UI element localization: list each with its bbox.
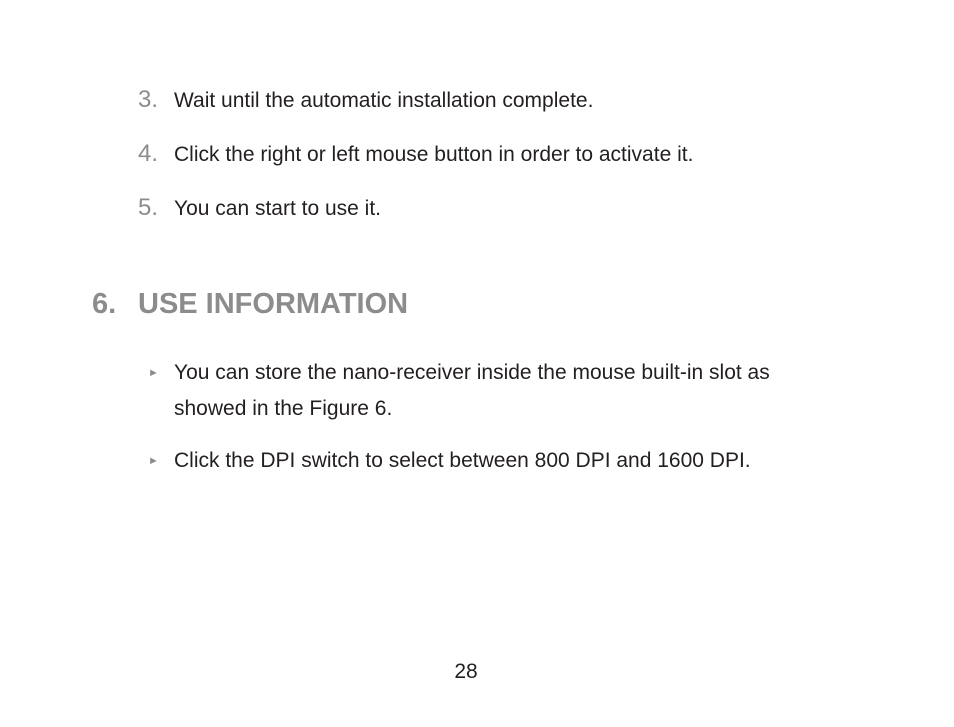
step-number: 3. bbox=[138, 86, 159, 113]
step-text: You can start to use it. bbox=[174, 197, 382, 220]
section-heading bbox=[92, 288, 408, 321]
bullet-item-dpi-switch bbox=[148, 450, 828, 479]
step-number: 4. bbox=[138, 140, 159, 167]
step-4 bbox=[138, 140, 693, 168]
step-3 bbox=[138, 86, 593, 114]
triangle-bullet-icon: ► bbox=[148, 367, 159, 379]
step-5 bbox=[138, 194, 381, 222]
bullet-text: You can store the nano-receiver inside the mouse built-in slot as showed in the Figure 6. bbox=[174, 361, 770, 420]
page-number: 28 bbox=[454, 660, 478, 683]
step-text: Wait until the automatic installation complete. bbox=[174, 89, 594, 112]
section-title: USE INFORMATION bbox=[138, 288, 409, 320]
triangle-bullet-icon: ► bbox=[148, 455, 159, 467]
bullet-text: Click the DPI switch to select between 800 DPI and 1600 DPI. bbox=[174, 449, 751, 472]
step-text: Click the right or left mouse button in order to activate it. bbox=[174, 143, 694, 166]
step-number: 5. bbox=[138, 194, 159, 221]
section-number: 6. bbox=[92, 288, 117, 320]
bullet-item-receiver-storage bbox=[148, 362, 828, 427]
